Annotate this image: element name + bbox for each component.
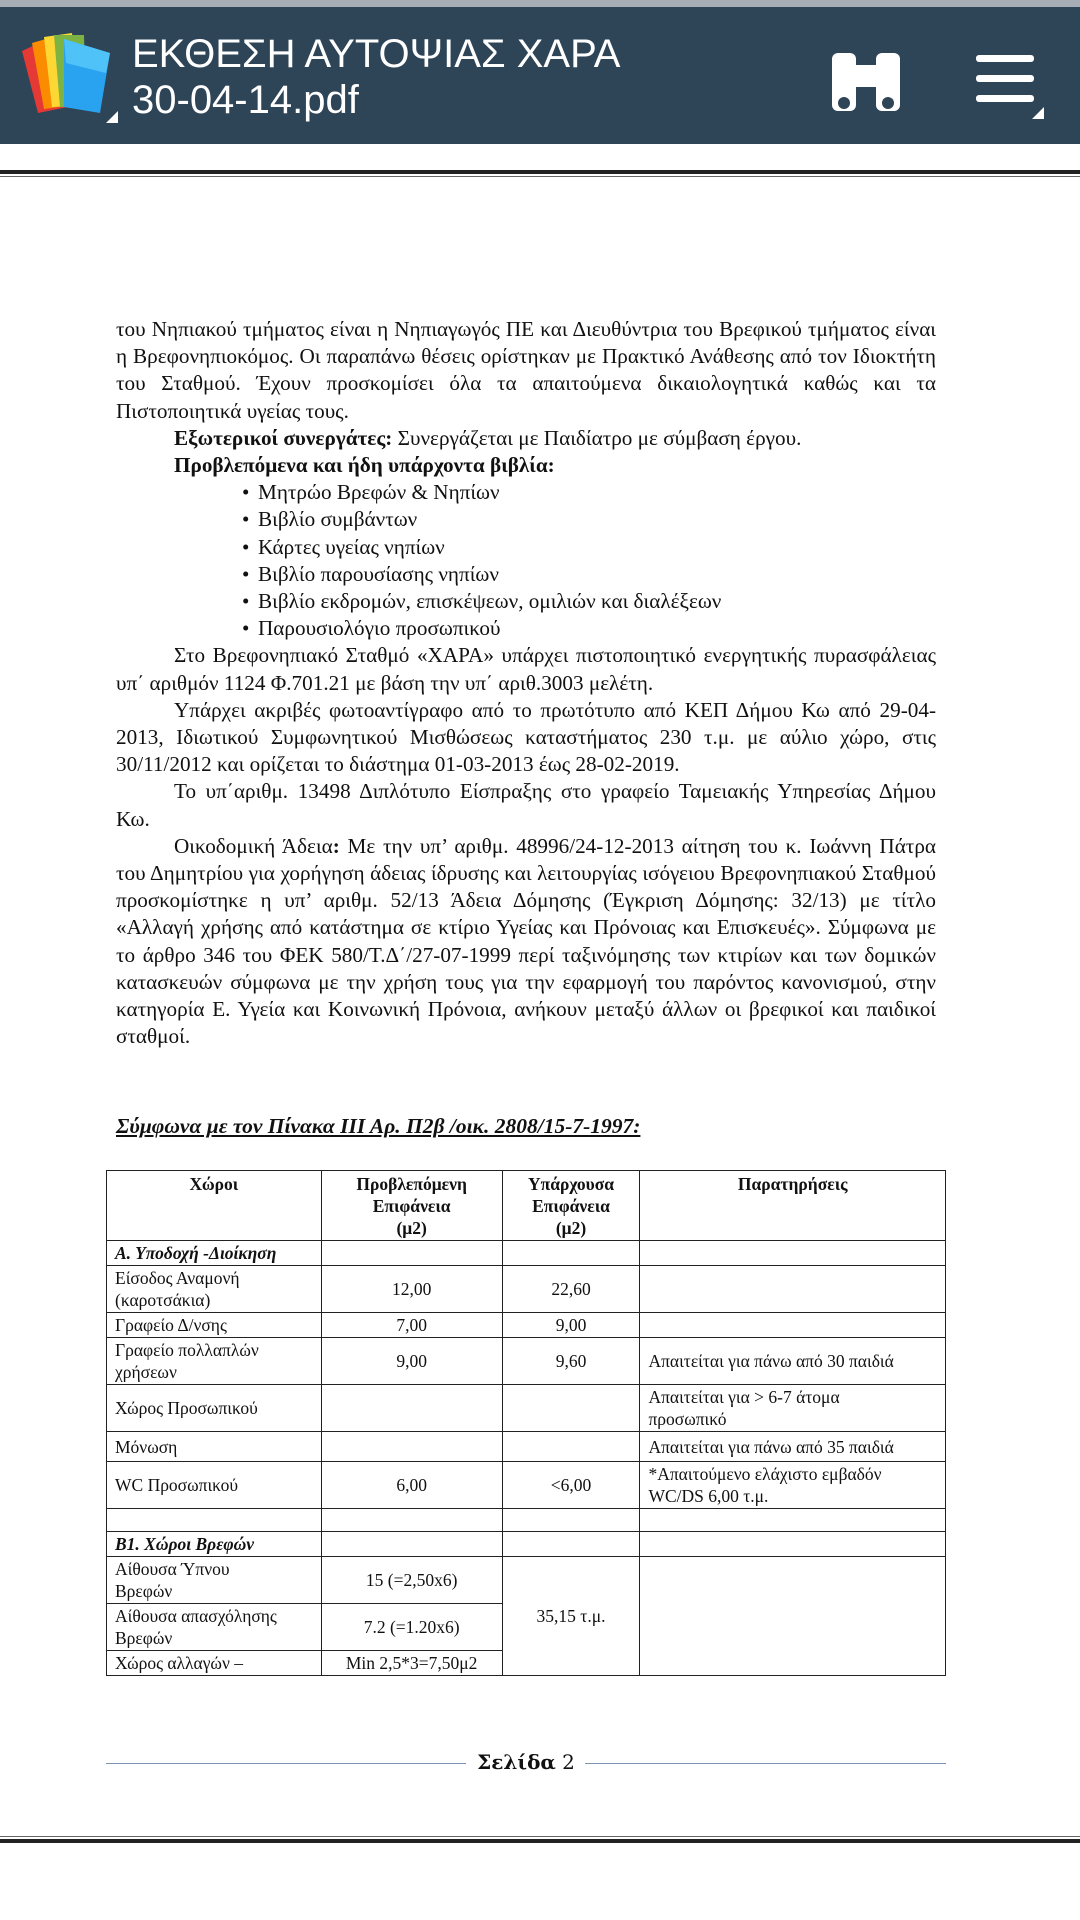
row-required <box>321 1432 502 1462</box>
document-title <box>132 31 672 123</box>
page-number-label <box>106 1750 946 1774</box>
table-row <box>107 1313 946 1338</box>
row-space: Γραφείο πολλαπλών χρήσεων <box>107 1338 322 1385</box>
title-line-1: ΕΚΘΕΣΗ ΑΥΤΟΨΙΑΣ ΧΑΡΑ <box>132 32 621 76</box>
external-label: Εξωτερικοί συνεργάτες: <box>174 425 393 450</box>
table-row <box>107 1338 946 1385</box>
permit-text: Με την υπ’ αριθμ. 48996/24-12-2013 αίτηση του κ. Ιωάννη Πάτρα του Δημητρίου για χορήγηση άδειας ίδρυσης και λειτουργίας ισόγειου Βρεφονηπιακού Σταθμού προσκομίστηκε η υπ’ αριθμ. 52/13 Άδεια Δόμησης (Έγκριση Δόμησης: 32/13) με τίτλο «Αλλαγή χρήσης από κατάστημα σε κτίριο Υγείας και Πρόνοιας και Επισκευές». Σύμφωνα με το άρθρο 346 του ΦΕΚ 580/Τ.Δ΄/27-07-1999 περί ταξινόμησης των κτιρίων και των δομικών κατασκευών σύμφωνα με την χρήση τους για την εφαρμογή του παρόντος κανονισμού, στην κατηγορία Ε. Υγεία και Κοινωνική Πρόνοια, ανήκουν μεταξύ άλλων οι βρεφικοί και παιδικοί σταθμοί. <box>116 833 936 1049</box>
table-row <box>107 1266 946 1313</box>
row-required: 6,00 <box>321 1462 502 1509</box>
pdf-page[interactable] <box>0 176 1080 1836</box>
list-item: • Βιβλίο συμβάντων <box>242 506 936 533</box>
table-section-row <box>107 1532 946 1557</box>
page-footer <box>106 1748 946 1778</box>
row-existing: 22,60 <box>502 1266 640 1313</box>
page-bottom-border <box>0 1839 1080 1843</box>
list-item: • Μητρώο Βρεφών & Νηπίων <box>242 479 936 506</box>
row-existing <box>502 1432 640 1462</box>
header-required-area <box>321 1171 502 1241</box>
permit-label: Οικοδομική Άδεια <box>174 833 333 858</box>
paragraph-fire-safety: Στο Βρεφονηπιακό Σταθμό «ΧΑΡΑ» υπάρχει πιστοποιητικό ενεργητικής πυρασφάλειας υπ΄ αριθμόν 1124 Φ.701.21 με βάση την υπ΄ αριθ.3003 μελέτη. <box>116 643 936 695</box>
header-existing-area <box>502 1171 640 1241</box>
paragraph-building-permit <box>116 833 936 1051</box>
row-space: Μόνωση <box>107 1432 322 1462</box>
header-required-l1: Προβλεπόμενη <box>356 1174 467 1194</box>
page-number: 2 <box>562 1750 575 1774</box>
page-label: Σελίδα <box>477 1750 556 1774</box>
row-note: Απαιτείται για πάνω από 30 παιδιά <box>640 1338 946 1385</box>
table-title: Σύμφωνα με τον Πίνακα ΙΙΙ Αρ. Π2β /οικ. 2808/15-7-1997: <box>116 1114 641 1138</box>
list-item: • Κάρτες υγείας νηπίων <box>242 534 936 561</box>
table-section-row <box>107 1241 946 1266</box>
list-item: • Παρουσιολόγιο προσωπικού <box>242 615 936 642</box>
list-item: • Βιβλίο εκδρομών, επισκέψεων, ομιλιών και διαλέξεων <box>242 588 936 615</box>
row-space: WC Προσωπικού <box>107 1462 322 1509</box>
header-required-l3: (μ2) <box>396 1218 427 1238</box>
table-empty-row <box>107 1509 946 1532</box>
row-space: Είσοδος Αναμονή (καροτσάκια) <box>107 1266 322 1313</box>
section-a-label: Α. Υποδοχή -Διοίκηση <box>107 1241 322 1266</box>
permit-colon: : <box>332 833 340 858</box>
row-required: 7.2 (=1.20x6) <box>321 1604 502 1651</box>
paragraph-receipt: Το υπ΄αριθμ. 13498 Διπλότυπο Είσπραξης στο γραφείο Ταμειακής Υπηρεσίας Δήμου Κω. <box>116 779 936 831</box>
row-space: Αίθουσα απασχόλησης Βρεφών <box>107 1604 322 1651</box>
hamburger-menu-icon[interactable] <box>966 45 1046 125</box>
books-heading <box>116 452 936 479</box>
row-note: Απαιτείται για πάνω από 35 παιδιά <box>640 1432 946 1462</box>
row-required: 15 (=2,50x6) <box>321 1557 502 1604</box>
b1-existing-area: 35,15 τ.μ. <box>502 1557 640 1676</box>
row-required: Min 2,5*3=7,50μ2 <box>321 1651 502 1676</box>
app-logo-icon[interactable] <box>14 29 120 125</box>
row-existing: 9,60 <box>502 1338 640 1385</box>
row-required <box>321 1385 502 1432</box>
table-row <box>107 1385 946 1432</box>
row-note <box>640 1266 946 1313</box>
table-header-row <box>107 1171 946 1241</box>
table-row <box>107 1557 946 1604</box>
title-line-2: 30-04-14.pdf <box>132 78 359 122</box>
row-note: Απαιτείται για > 6-7 άτομα προσωπικό <box>640 1385 946 1432</box>
row-required: 7,00 <box>321 1313 502 1338</box>
header-existing-l2: Επιφάνεια <box>532 1196 610 1216</box>
table-row <box>107 1462 946 1509</box>
document-body <box>116 316 936 1050</box>
page-bottom-border-thin <box>0 1836 1080 1837</box>
list-item: • Βιβλίο παρουσίασης νηπίων <box>242 561 936 588</box>
header-existing-l1: Υπάρχουσα <box>527 1174 615 1194</box>
external-text: Συνεργάζεται με Παιδίατρο με σύμβαση έργου. <box>392 425 802 450</box>
row-space: Αίθουσα Ύπνου Βρεφών <box>107 1557 322 1604</box>
row-note <box>640 1313 946 1338</box>
section-b1-label: Β1. Χώροι Βρεφών <box>107 1532 322 1557</box>
table-row <box>107 1432 946 1462</box>
paragraph-lease: Υπάρχει ακριβές φωτοαντίγραφο από το πρωτότυπο από ΚΕΠ Δήμου Κω από 29-04-2013, Ιδιωτικού Συμφωνητικού Μισθώσεως καταστήματος 230 τ.μ. με αύλιο χώρο, στις 30/11/2012 και ορίζεται το διάστημα 01-03-2013 έως 28-02-2019. <box>116 697 936 777</box>
row-required: 9,00 <box>321 1338 502 1385</box>
row-space: Χώρος Προσωπικού <box>107 1385 322 1432</box>
row-existing: 9,00 <box>502 1313 640 1338</box>
header-notes: Παρατηρήσεις <box>640 1171 946 1241</box>
paragraph-staff: του Νηπιακού τμήματος είναι η Νηπιαγωγός ΠΕ και Διευθύντρια του Βρεφικού τμήματος είναι η Βρεφονηπιοκόμος. Οι παραπάνω θέσεις ορίστηκαν με Πρακτικό Ανάθεσης από τον Ιδιοκτήτη του Σταθμού. Έχουν προσκομίσει όλα τα απαιτούμενα δικαιολογητικά καθώς και τα Πιστοποιητικά υγείας τους. <box>116 317 936 423</box>
row-note: *Απαιτούμενο ελάχιστο εμβαδόν WC/DS 6,00 τ.μ. <box>640 1462 946 1509</box>
spaces-table <box>106 1170 946 1676</box>
paragraph-external <box>116 425 936 452</box>
header-required-l2: Επιφάνεια <box>372 1196 451 1216</box>
binoculars-icon[interactable] <box>826 45 906 125</box>
row-existing: <6,00 <box>502 1462 640 1509</box>
b1-notes <box>640 1557 946 1676</box>
row-existing <box>502 1385 640 1432</box>
row-space: Χώρος αλλαγών – <box>107 1651 322 1676</box>
books-label: Προβλεπόμενα και ήδη υπάρχοντα βιβλία: <box>174 453 555 478</box>
app-toolbar <box>0 0 1080 144</box>
row-required: 12,00 <box>321 1266 502 1313</box>
row-space: Γραφείο Δ/νσης <box>107 1313 322 1338</box>
header-spaces: Χώροι <box>107 1171 322 1241</box>
books-list <box>116 479 936 642</box>
page-top-border <box>0 170 1080 174</box>
header-existing-l3: (μ2) <box>555 1218 587 1238</box>
